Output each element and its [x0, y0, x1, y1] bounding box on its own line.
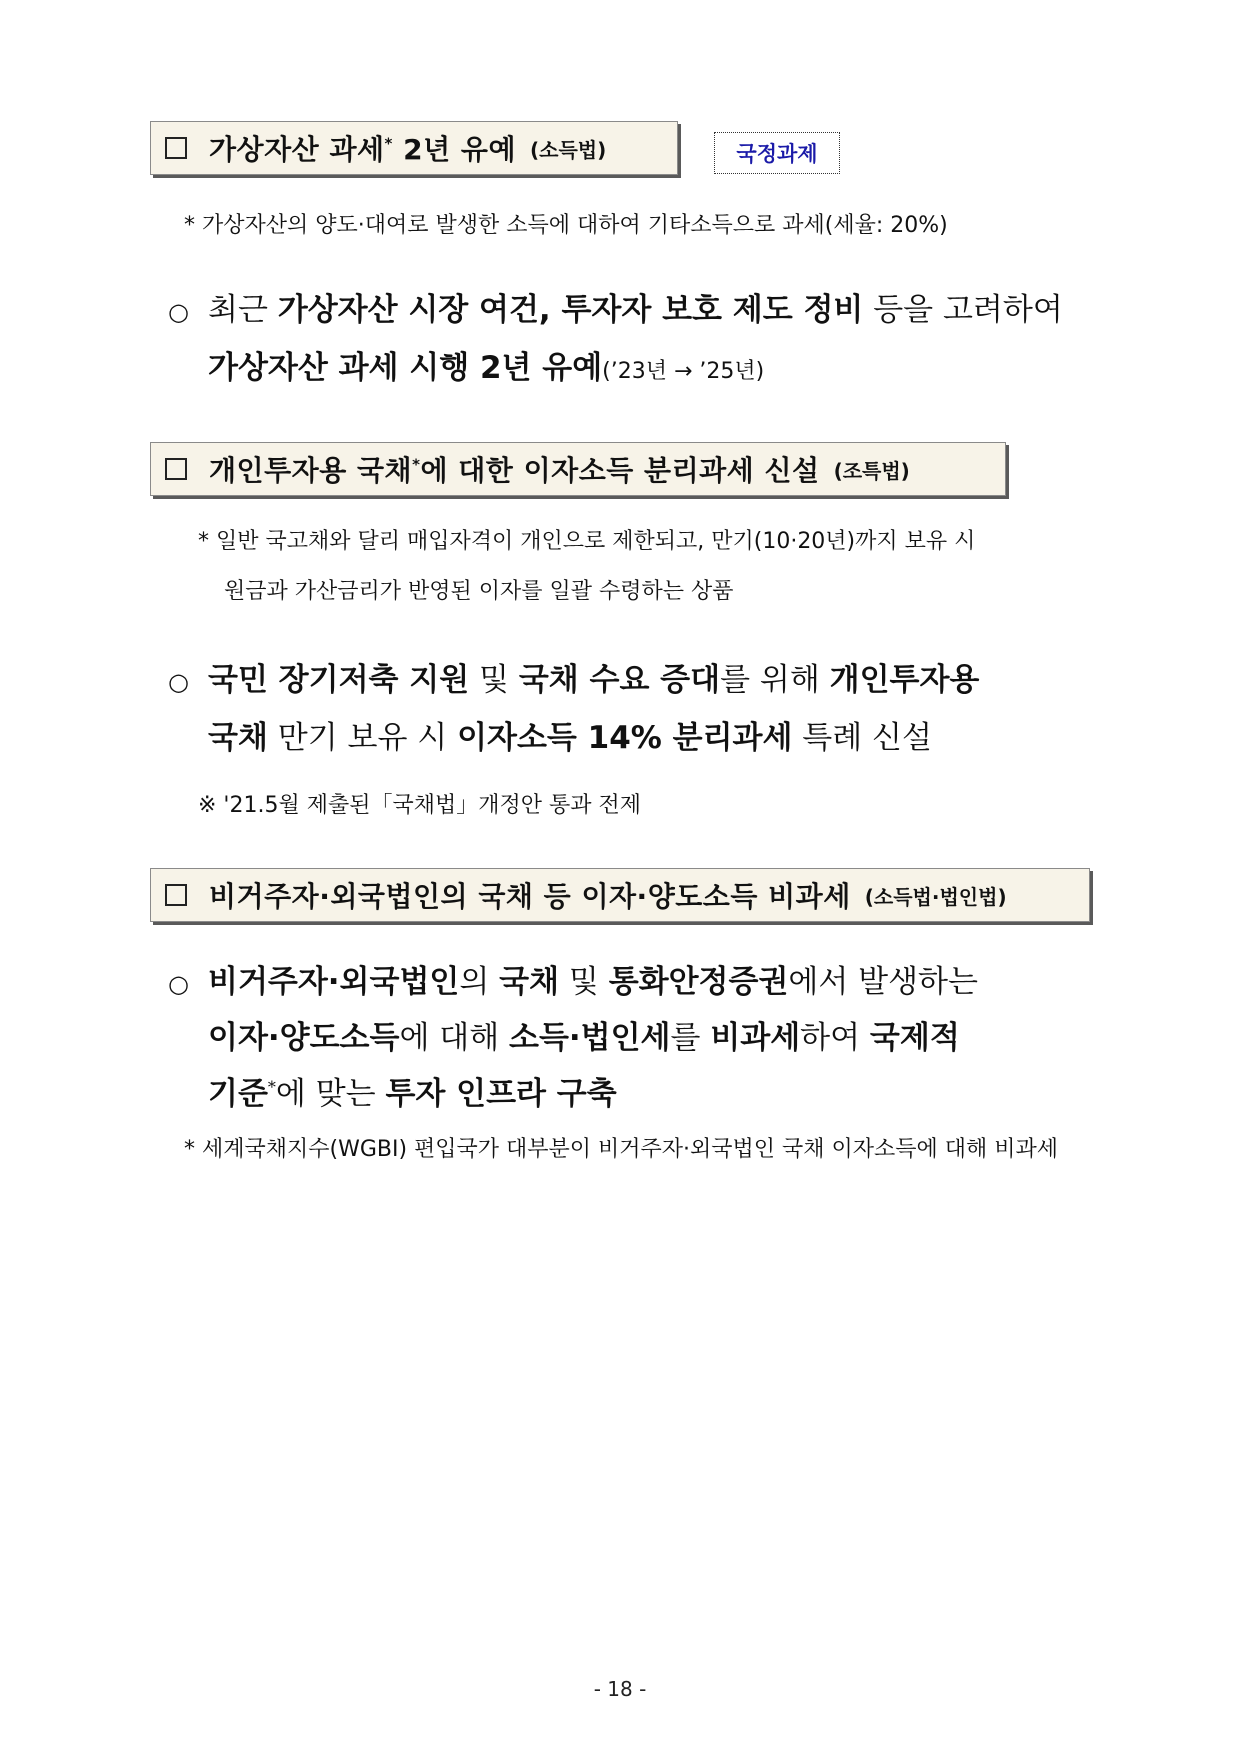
- section-header-virtual-asset: [150, 121, 678, 175]
- bullet-paragraph-line2: 이자·양도소득에 대해 소득·법인세를 비과세하여 국제적: [208, 1020, 960, 1056]
- section-header-retail-bond: [150, 442, 1006, 496]
- checkbox-square-icon: [165, 458, 187, 480]
- section-title: 개인투자용 국채*에 대한 이자소득 분리과세 신설: [209, 454, 820, 487]
- bullet-paragraph: ○ 최근 가상자산 시장 여건, 투자자 보호 제도 정비 등을 고려하여: [168, 292, 1063, 328]
- checkbox-square-icon: [165, 884, 187, 906]
- section-note: * 가상자산의 양도·대여로 발생한 소득에 대하여 기타소득으로 과세(세율: 20%): [184, 213, 948, 238]
- page-number: - 18 -: [593, 1677, 647, 1701]
- section-note: * 세계국채지수(WGBI) 편입국가 대부분이 비거주자·외국법인 국채 이자소득에 대해 비과세: [184, 1137, 1059, 1162]
- section-law: (조특법): [833, 458, 910, 483]
- section-remark: ※ '21.5월 제출된「국채법」개정안 통과 전제: [198, 793, 641, 818]
- bullet-paragraph-line3: 기준*에 맞는 투자 인프라 구축: [208, 1076, 617, 1112]
- bullet-circle-icon: ○: [168, 668, 189, 696]
- bullet-circle-icon: ○: [168, 970, 189, 998]
- bullet-paragraph: ○ 비거주자·외국법인의 국채 및 통화안정증권에서 발생하는: [168, 964, 978, 1000]
- bullet-paragraph-line2: 가상자산 과세 시행 2년 유예(’23년 → ’25년): [208, 350, 765, 386]
- bullet-paragraph-line2: 국채 만기 보유 시 이자소득 14% 분리과세 특례 신설: [208, 720, 932, 756]
- bullet-paragraph: ○ 국민 장기저축 지원 및 국채 수요 증대를 위해 개인투자용: [168, 662, 980, 698]
- checkbox-square-icon: [165, 137, 187, 159]
- section-note-line1: * 일반 국고채와 달리 매입자격이 개인으로 제한되고, 만기(10·20년)까지 보유 시: [198, 529, 976, 554]
- section-header-nonresident: [150, 868, 1090, 922]
- section-note-line2: 원금과 가산금리가 반영된 이자를 일괄 수령하는 상품: [224, 579, 734, 604]
- section-title: 비거주자·외국법인의 국채 등 이자·양도소득 비과세: [209, 880, 851, 913]
- bullet-circle-icon: ○: [168, 298, 189, 326]
- section-title: 가상자산 과세* 2년 유예: [209, 133, 517, 166]
- section-law: (소득법·법인법): [864, 884, 1007, 909]
- national-agenda-badge: 국정과제: [714, 132, 840, 174]
- section-law: (소득법): [530, 137, 607, 162]
